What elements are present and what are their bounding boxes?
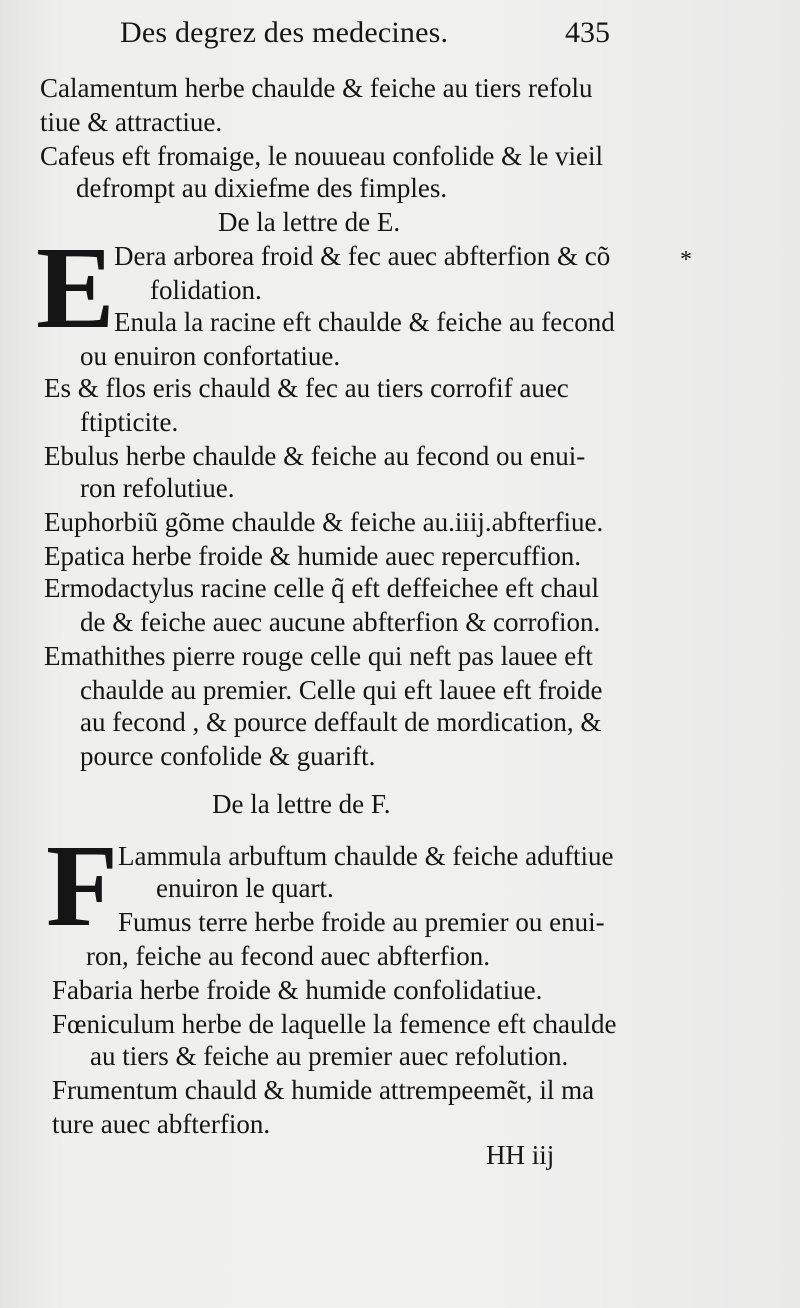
entry-line: Lammula arbuftum chaulde & feiche aduftiue [118,841,614,871]
dropcap-f: F [46,820,119,951]
dropcap-e: E [36,222,115,353]
entry-line: Ebulus herbe chaulde & feiche au fecond ou enui- [44,441,586,471]
entry-line: chaulde au premier. Celle qui eft lauee eft froide [80,675,603,705]
running-head: Des degrez des medecines. [120,16,449,49]
entry-line: de & feiche auec aucune abfterfion & corrofion. [80,607,601,637]
entry-line: Fabaria herbe froide & humide confolidatiue. [52,975,543,1005]
signature-mark: HH iij [486,1140,555,1170]
entry-line: ou enuiron confortatiue. [80,341,341,371]
entry-line: Es & flos eris chauld & fec au tiers corrofif auec [44,373,569,403]
entry-line: pource confolide & guarift. [80,741,376,771]
entry-line: Calamentum herbe chaulde & feiche au tiers refolu [40,73,593,103]
entry-line: Frumentum chauld & humide attrempeemẽt, il ma [52,1075,595,1105]
entry-line: Enula la racine eft chaulde & feiche au fecond [114,307,615,337]
entry-line: Epatica herbe froide & humide auec repercuffion. [44,541,581,571]
margin-mark: * [680,247,692,273]
entry-line: ture auec abfterfion. [52,1109,271,1139]
entry-line: enuiron le quart. [156,873,334,903]
entry-line: Ermodactylus racine celle q̃ eft deffeichee eft chaul [44,573,599,603]
page-number: 435 [565,16,610,49]
entry-line: tiue & attractiue. [40,107,223,137]
entry-line: ron, feiche au fecond auec abfterfion. [86,941,491,971]
entry-line: Fœniculum herbe de laquelle la femence eft chaulde [52,1009,617,1039]
entry-line: ftipticite. [80,407,179,437]
section-heading-f: De la lettre de F. [212,789,391,819]
entry-line: au tiers & feiche au premier auec refolution. [90,1041,569,1071]
entry-line: folidation. [150,275,262,305]
entry-line: Dera arborea froid & fec auec abfterfion & cõ [114,241,611,271]
entry-line: Emathithes pierre rouge celle qui neft pas lauee eft [44,641,593,671]
entry-line: defrompt au dixiefme des fimples. [76,173,448,203]
entry-line: Fumus terre herbe froide au premier ou enui- [118,907,605,937]
entry-line: Euphorbiũ gõme chaulde & feiche au.iiij.abfterfiue. [44,507,604,537]
entry-line: Cafeus eft fromaige, le nouueau confolide & le vieil [40,141,604,171]
section-heading-e: De la lettre de E. [218,207,401,237]
entry-line: ron refolutiue. [80,473,235,503]
entry-line: au fecond , & pource deffault de mordication, & [80,707,602,737]
